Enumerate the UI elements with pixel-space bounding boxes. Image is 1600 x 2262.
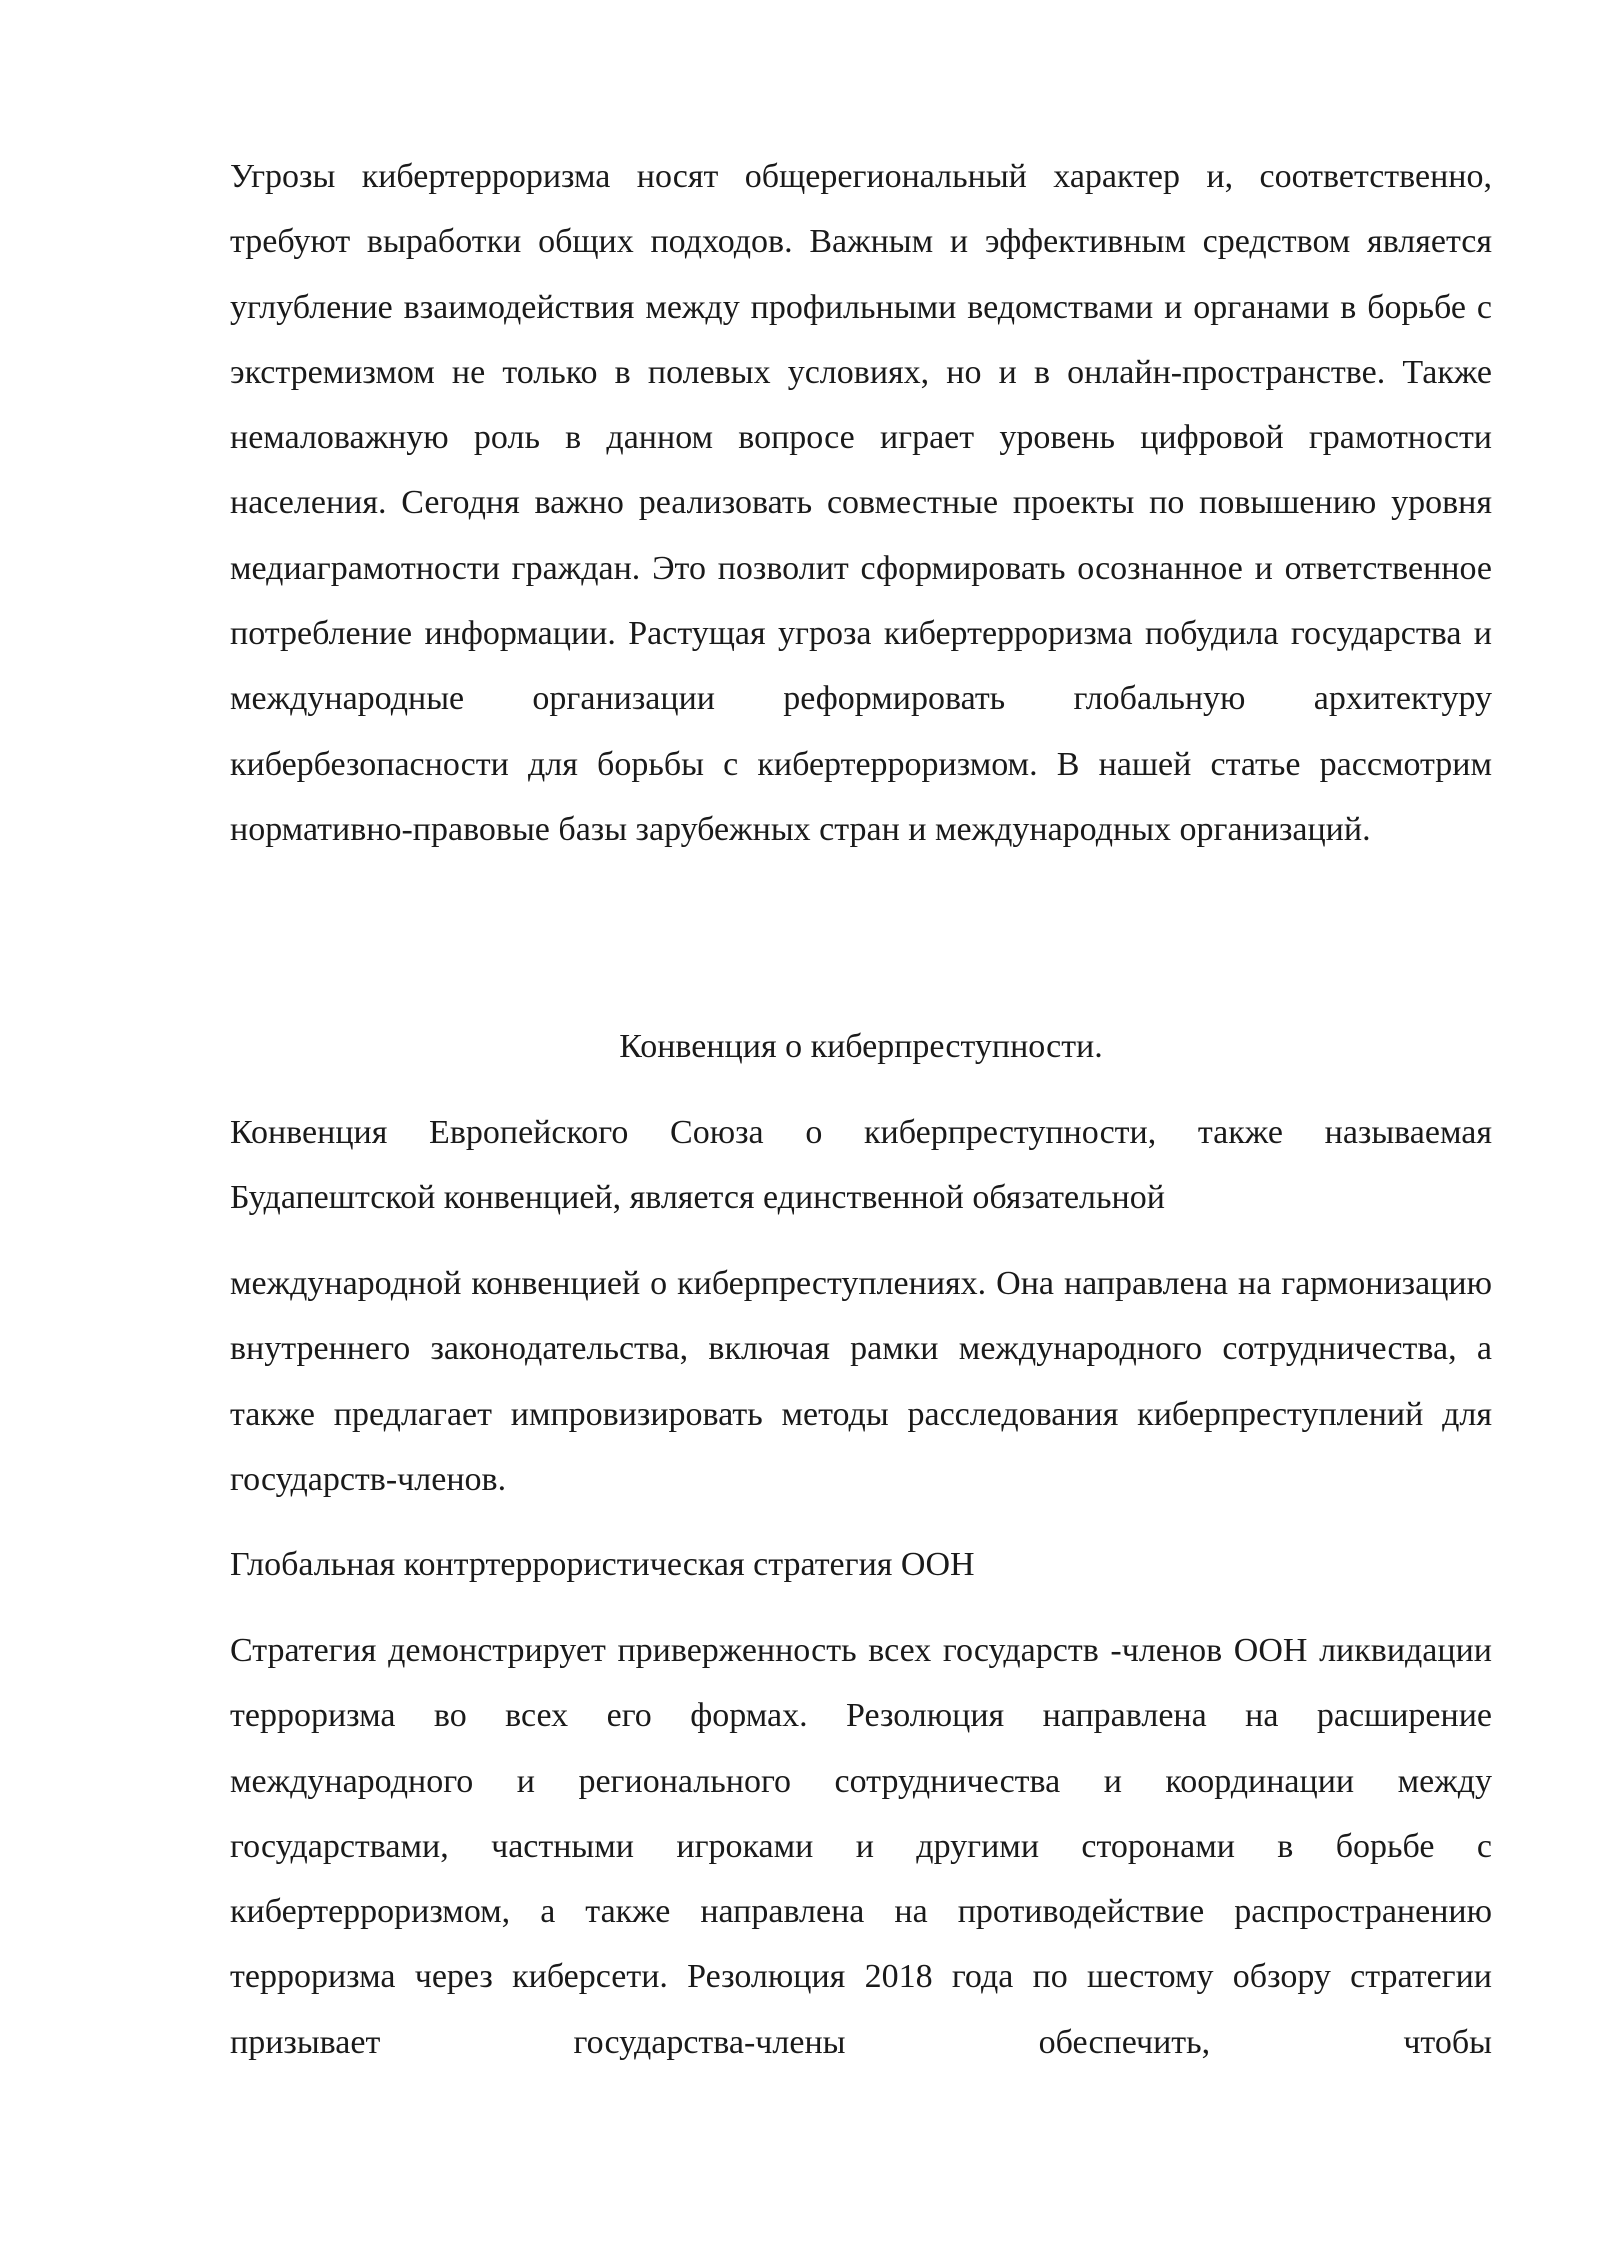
paragraph-un-strategy: Стратегия демонстрирует приверженность всех государств -членов ООН ликвидации терроризма во всех его формах. Резолюция направлена на расширение международного и регионального сотрудничества и координации между государствами, частными игроками и другими сторонами в борьбе с кибертерроризмом, а также направлена на противодействие распространению терроризма через киберсети. Резолюция 2018 года по шестому обзору стратегии призывает государства-члены обеспечить, чтобы (230, 1632, 1492, 2061)
paragraph-cyberterrorism-threats: Угрозы кибертерроризма носят общерегиональный характер и, соответственно, требуют выработки общих подходов. Важным и эффективным средством является углубление взаимодействия между профильными ведомствами и органами в борьбе с экстремизмом не только в полевых условиях, но и в онлайн-пространстве. Также немаловажную роль в данном вопросе играет уровень цифровой грамотности населения. Сегодня важно реализовать совместные проекты по повышению уровня медиаграмотности граждан. Это позволит сформировать осознанное и ответственное потребление информации. Растущая угроза кибертерроризма побудила государства и международные организации реформировать глобальную архитектуру кибербезопасности для борьбы с кибертерроризмом. В нашей статье рассмотрим нормативно-правовые базы зарубежных стран и международных организаций. (230, 158, 1492, 848)
paragraph-convention-continued: международной конвенцией о киберпреступлениях. Она направлена на гармонизацию внутреннего законодательства, включая рамки международного сотрудничества, а также предлагает импровизировать методы расследования киберпреступлений для государств-членов. (230, 1265, 1492, 1498)
paragraph-convention-line-2: Будапештской конвенцией, является единственной обязательной (230, 1179, 1165, 1216)
heading-un-counterterrorism-strategy: Глобальная контртеррористическая стратегия ООН (230, 1546, 975, 1583)
heading-cybercrime-convention: Конвенция о киберпреступности. (619, 1028, 1103, 1065)
paragraph-convention-intro (230, 1100, 1492, 1230)
paragraph-convention-line-1: Конвенция Европейского Союза о киберпреступности, также называемая (230, 1114, 1492, 1151)
